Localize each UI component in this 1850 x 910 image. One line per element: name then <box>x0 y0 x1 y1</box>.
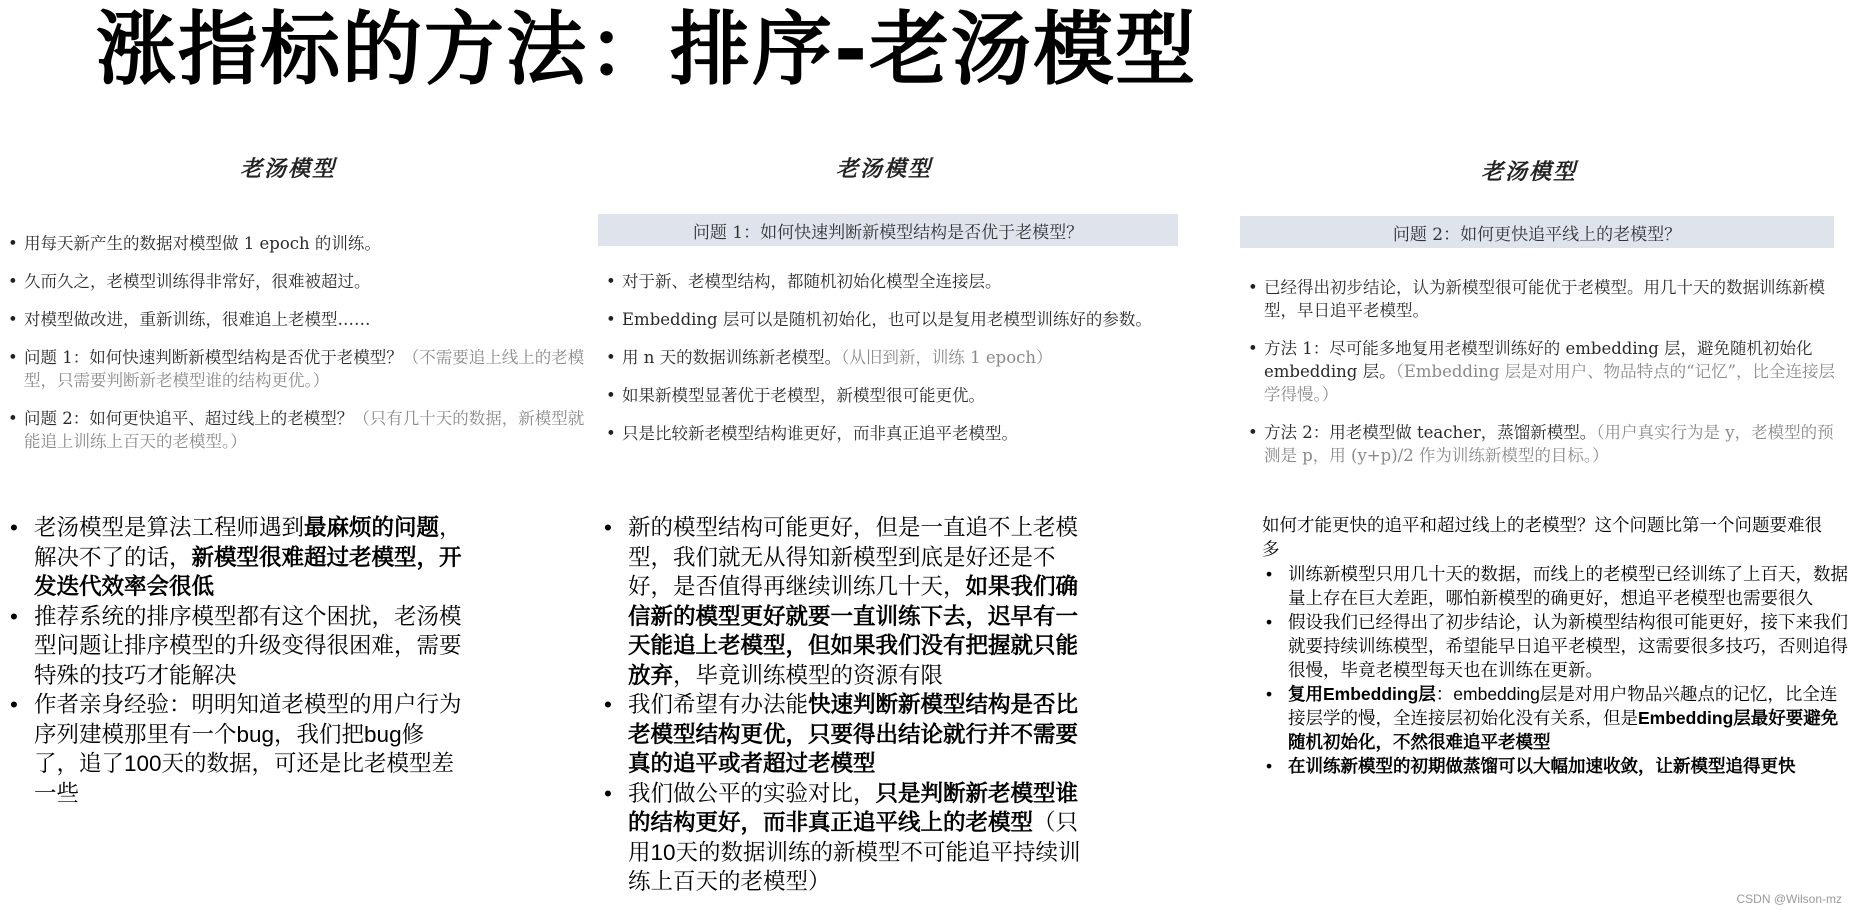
slide-bullet-list <box>1248 276 1838 482</box>
slide-bullet-list <box>606 270 1176 460</box>
slide-bullet: • 用 n 天的数据训练新老模型。（从旧到新，训练 1 epoch） <box>606 346 1176 369</box>
page-title: 涨指标的方法：排序-老汤模型 <box>96 3 1198 96</box>
slide-bullet: • 方法 2：用老模型做 teacher，蒸馏新模型。（用户真实行为是 y，老模型的预测是 p，用 (y+p)/2 作为训练新模型的目标。） <box>1248 421 1838 467</box>
note-item: • 新的模型结构可能更好，但是一直追不上老模型，我们就无从得知新模型到底是好还是不好，是否值得再继续训练几十天，如果我们确信新的模型更好就要一直训练下去，迟早有一天能追上老模型，但如果我们没有把握就只能放弃，毕竟训练模型的资源有限 <box>600 513 1100 690</box>
slide-bullet: • 对于新、老模型结构，都随机初始化模型全连接层。 <box>606 270 1176 293</box>
watermark: CSDN @Wilson-mz <box>1736 892 1842 906</box>
slide-bullet: • 对模型做改进，重新训练，很难追上老模型…… <box>8 308 588 331</box>
slide-bullet: • Embedding 层可以是随机初始化，也可以是复用老模型训练好的参数。 <box>606 308 1176 331</box>
slide-bullet: • 久而久之，老模型训练得非常好，很难被超过。 <box>8 270 588 293</box>
note-item: • 我们希望有办法能快速判断新模型结构是否比老模型结构更优，只要得出结论就行并不需要真的追平或者超过老模型 <box>600 690 1100 779</box>
note-item: • 作者亲身经验：明明知道老模型的用户行为序列建模那里有一个bug，我们把bug修了，追了100天的数据，可还是比老模型差一些 <box>6 690 466 808</box>
slide-bullet: • 用每天新产生的数据对模型做 1 epoch 的训练。 <box>8 232 588 255</box>
slide-heading: 老汤模型 <box>836 156 933 182</box>
slide-heading: 老汤模型 <box>1481 159 1578 185</box>
slide-bullet: • 方法 1：尽可能多地复用老模型训练好的 embedding 层，避免随机初始化 embedding 层。（Embedding 层是对用户、物品特点的“记忆”，比全连接层学得慢。） <box>1248 337 1838 406</box>
slide-bullet: • 问题 2：如何更快追平、超过线上的老模型？（只有几十天的数据，新模型就能追上训练上百天的老模型。） <box>8 407 588 453</box>
note-item: • 训练新模型只用几十天的数据，而线上的老模型已经训练了上百天，数据量上存在巨大差距，哪怕新模型的确更好，想追平老模型也需要很久 <box>1262 562 1848 610</box>
note-item: • 假设我们已经得出了初步结论，认为新模型结构很可能更好，接下来我们就要持续训练模型，希望能早日追平老模型，这需要很多技巧，否则追得很慢，毕竟老模型每天也在训练在更新。 <box>1262 610 1848 682</box>
slide-heading: 老汤模型 <box>240 156 337 182</box>
note-item: • 推荐系统的排序模型都有这个困扰，老汤模型问题让排序模型的升级变得很困难，需要特殊的技巧才能解决 <box>6 602 466 691</box>
note-item: • 在训练新模型的初期做蒸馏可以大幅加速收敛，让新模型追得更快 <box>1262 754 1848 778</box>
slide-bullet: • 已经得出初步结论，认为新模型很可能优于老模型。用几十天的数据训练新模型，早日追平老模型。 <box>1248 276 1838 322</box>
notes-list <box>600 513 1100 897</box>
question-banner: 问题 2：如何更快追平线上的老模型？ <box>1240 216 1834 248</box>
note-item: • 复用Embedding层：embedding层是对用户物品兴趣点的记忆，比全连接层学的慢，全连接层初始化没有关系，但是Embedding层最好要避免随机初始化，不然很难追平老模型 <box>1262 682 1848 754</box>
note-item: • 我们做公平的实验对比，只是判断新老模型谁的结构更好，而非真正追平线上的老模型（只用10天的数据训练的新模型不可能追平持续训练上百天的老模型） <box>600 779 1100 897</box>
intro-text: 如何才能更快的追平和超过线上的老模型？这个问题比第一个问题要难很多 <box>1262 515 1822 559</box>
notes-list <box>6 513 466 808</box>
note-item: • 老汤模型是算法工程师遇到最麻烦的问题，解决不了的话，新模型很难超过老模型，开发迭代效率会很低 <box>6 513 466 602</box>
notes-list <box>1262 562 1848 778</box>
slide-bullet: • 问题 1：如何快速判断新模型结构是否优于老模型？（不需要追上线上的老模型，只需要判断新老模型谁的结构更优。） <box>8 346 588 392</box>
question-banner: 问题 1：如何快速判断新模型结构是否优于老模型？ <box>598 214 1178 246</box>
slide-bullet-list <box>8 232 588 468</box>
slide-bullet: • 只是比较新老模型结构谁更好，而非真正追平老模型。 <box>606 422 1176 445</box>
slide-bullet: • 如果新模型显著优于老模型，新模型很可能更优。 <box>606 384 1176 407</box>
